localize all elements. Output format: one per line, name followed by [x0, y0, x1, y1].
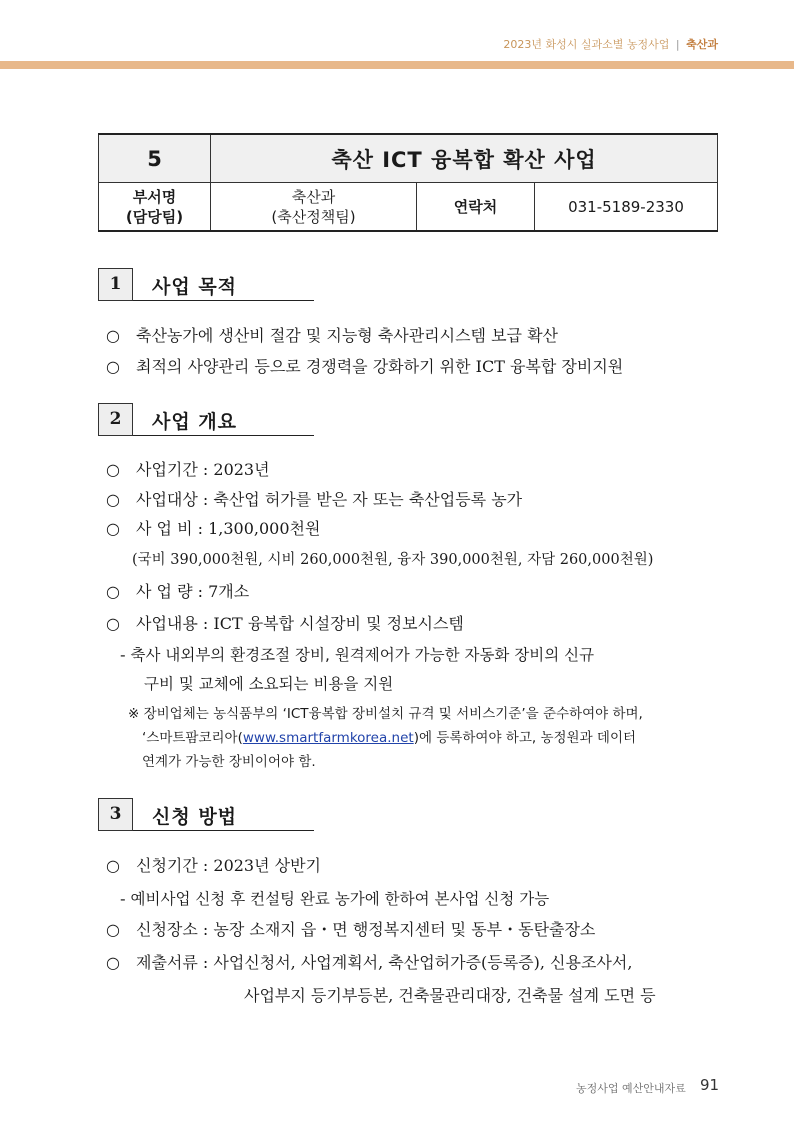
sub-item: - 축사 내외부의 환경조절 장비, 원격제어가 가능한 자동화 장비의 신규 [120, 646, 595, 664]
list-item-text: 최적의 사양관리 등으로 경쟁력을 강화하기 위한 ICT 융복합 장비지원 [136, 357, 624, 376]
list-item-continued: 사업부지 등기부등본, 건축물관리대장, 건축물 설계 도면 등 [244, 986, 656, 1005]
page-number: 91 [700, 1076, 720, 1094]
list-item [106, 856, 321, 876]
section-number: 1 [98, 268, 133, 301]
note-line-1: ※ 장비업체는 농식품부의 ‘ICT융복합 장비설치 규격 및 서비스기준’을 준수하여야 하며, [128, 706, 643, 722]
circle-bullet-icon: ○ [106, 614, 120, 633]
project-title: 축산 ICT 융복합 확산 사업 [211, 134, 718, 183]
list-item-text: 신청장소 : 농장 소재지 읍・면 행정복지센터 및 동부・동탄출장소 [136, 920, 596, 939]
list-item-text: 축산농가에 생산비 절감 및 지능형 축사관리시스템 보급 확산 [136, 326, 559, 345]
note-line-2 [142, 729, 636, 747]
note-text: ‘스마트팜코리아( [142, 730, 243, 746]
project-number: 5 [99, 134, 211, 183]
sub-item: - 예비사업 신청 후 컨설팅 완료 농가에 한하여 본사업 신청 가능 [120, 890, 550, 908]
circle-bullet-icon: ○ [106, 582, 120, 601]
circle-bullet-icon: ○ [106, 856, 120, 875]
circle-bullet-icon: ○ [106, 326, 120, 345]
list-item [106, 953, 632, 973]
note-text: )에 등록하여야 하고, 농정원과 데이터 [413, 730, 637, 746]
circle-bullet-icon: ○ [106, 953, 120, 972]
list-item [106, 582, 249, 602]
header-program: 2023년 화성시 실과소별 농정사업 [503, 38, 670, 51]
sub-item-continued: 구비 및 교체에 소요되는 비용을 지원 [144, 675, 394, 693]
section-heading-2 [98, 403, 314, 436]
list-item [106, 614, 464, 634]
dept-value-line2: (축산정책팀) [271, 207, 356, 226]
section-heading-1 [98, 268, 314, 301]
list-item-text: 사 업 량 : 7개소 [136, 582, 250, 601]
circle-bullet-icon: ○ [106, 490, 120, 509]
smartfarm-link[interactable]: www.smartfarmkorea.net [242, 730, 414, 746]
header-department: 축산과 [686, 38, 718, 51]
section-number: 2 [98, 403, 133, 436]
list-item-text: 신청기간 : 2023년 상반기 [136, 856, 322, 875]
circle-bullet-icon: ○ [106, 519, 120, 538]
budget-breakdown: (국비 390,000천원, 시비 260,000천원, 융자 390,000천원, 자담 260,000천원) [132, 552, 654, 568]
list-item-text: 사업대상 : 축산업 허가를 받은 자 또는 축산업등록 농가 [136, 490, 523, 509]
list-item-text: 제출서류 : 사업신청서, 사업계획서, 축산업허가증(등록증), 신용조사서, [136, 953, 633, 972]
list-item [106, 490, 522, 510]
dept-value-line1: 축산과 [291, 187, 336, 206]
list-item [106, 460, 270, 480]
section-title: 신청 방법 [152, 806, 238, 828]
project-title-table [98, 133, 718, 232]
contact-value: 031-5189-2330 [535, 183, 718, 232]
circle-bullet-icon: ○ [106, 460, 120, 479]
section-number: 3 [98, 798, 133, 831]
running-header [503, 36, 718, 52]
section-heading-3 [98, 798, 314, 831]
list-item-text: 사 업 비 : 1,300,000천원 [136, 519, 321, 538]
list-item [106, 326, 558, 346]
list-item [106, 920, 595, 940]
section-title: 사업 개요 [152, 411, 238, 433]
note-line-3: 연계가 가능한 장비이어야 함. [142, 754, 316, 770]
circle-bullet-icon: ○ [106, 357, 120, 376]
header-rule [0, 61, 794, 69]
contact-label: 연락처 [417, 183, 535, 232]
list-item [106, 357, 623, 377]
dept-label-line2: (담당팀) [125, 207, 184, 226]
footer-label: 농정사업 예산안내자료 [576, 1082, 686, 1095]
dept-label [99, 183, 211, 232]
header-separator: | [675, 38, 680, 51]
dept-label-line1: 부서명 [132, 187, 177, 206]
section-title: 사업 목적 [152, 276, 238, 298]
list-item-text: 사업기간 : 2023년 [136, 460, 270, 479]
list-item-text: 사업내용 : ICT 융복합 시설장비 및 정보시스템 [136, 614, 464, 633]
circle-bullet-icon: ○ [106, 920, 120, 939]
dept-value [211, 183, 417, 232]
list-item [106, 519, 320, 539]
